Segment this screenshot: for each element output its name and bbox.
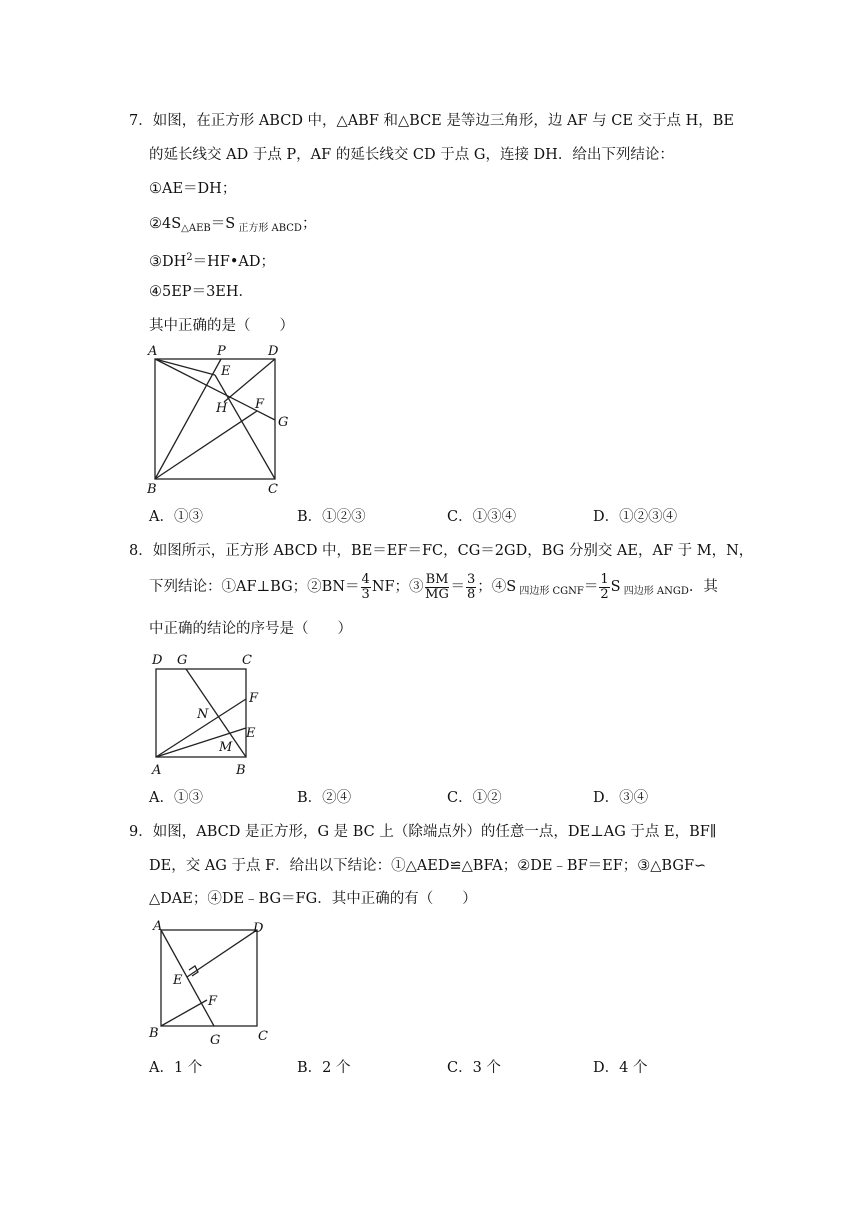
q8-label-m: M [219,740,233,755]
q7-label-c: C [268,482,278,497]
q8-option-c[interactable]: C．①② [447,790,502,806]
q8-label-b: B [236,763,246,778]
q9-label-b: B [149,1026,159,1041]
q9-label-c: C [258,1029,268,1044]
q8-label-a: A [152,763,162,778]
q8-fraction-4-3: $\frac{4}{3}$ [361,571,370,602]
q7-line-1: 7．如图，在正方形 ABCD 中，△ABF 和△BCE 是等边三角形，边 AF 与 CE 交于点 H，BE [129,113,735,129]
q7-conclusion-3: $③DH^2=HF•AD$； [149,252,276,270]
q7-option-b[interactable]: B．①②③ [297,509,366,525]
q9-figure [145,916,275,1048]
q8-option-a[interactable]: A．①③ [149,790,203,806]
q9-label-e: E [173,973,183,988]
q7-label-h: H [216,401,228,416]
q8-label-d: D [152,653,163,668]
q8-option-b[interactable]: B．②④ [297,790,352,806]
q8-fraction-1-2: $\frac{1}{2}$ [600,571,609,602]
q8-label-e: E [246,726,256,741]
q7-question: 其中正确的是（ ） [149,318,294,334]
q7-label-d: D [268,344,279,359]
q7-option-c[interactable]: C．①③④ [447,509,517,525]
q7-figure [140,340,300,500]
q9-option-b[interactable]: B．2 个 [297,1060,351,1076]
q8-segment-ae [156,728,246,757]
q7-label-b: B [147,482,157,497]
q8-line-2: 下列结论：①AF⊥BG；②BN＝ $\frac{4}{3}$ NF；③ $\frac{BM}{MG}$ ＝ $\frac{3}{8}$ ；④S $_{四边形 CGNF}$＝ $\frac{1}{2}$ S $_{四边形 ANGD}$．其 [149,571,718,602]
q7-segment-ae [155,359,215,375]
q9-segment-bf [161,1000,207,1026]
q7-segment-bp [155,359,221,479]
q7-segment-dh [224,359,275,402]
q8-question: 中正确的结论的序号是（ ） [149,621,352,637]
q7-option-a[interactable]: A．①③ [149,509,203,525]
q8-label-f: F [249,691,259,706]
q9-line-3: △DAE；④DE﹣BG＝FG．其中正确的有（ ） [149,891,477,907]
q9-label-g: G [210,1033,221,1048]
q8-option-d[interactable]: D．③④ [593,790,649,806]
q8-fraction-3-8: $\frac{3}{8}$ [466,571,476,602]
q8-label-n: N [197,707,209,722]
q8-label-g: G [177,653,188,668]
q7-conclusion-1: ①AE＝DH； [149,181,237,197]
q9-line-2: DE，交 AG 于点 F．给出以下结论：①△AED≌△BFA；②DE﹣BF＝EF；③△BGF∽ [149,858,707,874]
q9-label-d: D [253,921,264,936]
q9-option-c[interactable]: C．3 个 [447,1060,501,1076]
q7-square [155,359,275,479]
q9-line-1: 9．如图，ABCD 是正方形，G 是 BC 上（除端点外）的任意一点，DE⊥AG 于点 E，BF∥ [129,824,717,840]
q7-segment-bf [155,411,257,479]
q8-label-c: C [242,653,252,668]
q7-line-2: 的延长线交 AD 于点 P，AF 的延长线交 CD 于点 G，连接 DH．给出下列结论： [149,147,674,163]
q8-fraction-bm-mg: $\frac{BM}{MG}$ [425,571,449,602]
q7-label-p: P [217,344,226,359]
q7-conclusion-4: ④5EP＝3EH． [149,284,254,300]
q7-label-f: F [255,397,265,412]
q9-label-a: A [153,919,163,934]
q7-label-a: A [148,344,158,359]
q7-label-g: G [278,415,289,430]
q9-option-a[interactable]: A．1 个 [149,1060,203,1076]
q7-segment-ce [215,375,275,479]
q7-label-e: E [221,364,231,379]
q9-label-f: F [208,994,218,1009]
q7-option-d[interactable]: D．①②③④ [593,509,678,525]
q7-conclusion-2: $②4S_{\triangle AEB}=S$ $_{正方形 ABCD}$； [149,216,317,234]
q8-figure [145,648,275,780]
q9-option-d[interactable]: D．4 个 [593,1060,648,1076]
q8-line-1: 8．如图所示，正方形 ABCD 中，BE＝EF＝FC，CG＝2GD，BG 分别交 AE，AF 于 M，N， [129,543,754,559]
